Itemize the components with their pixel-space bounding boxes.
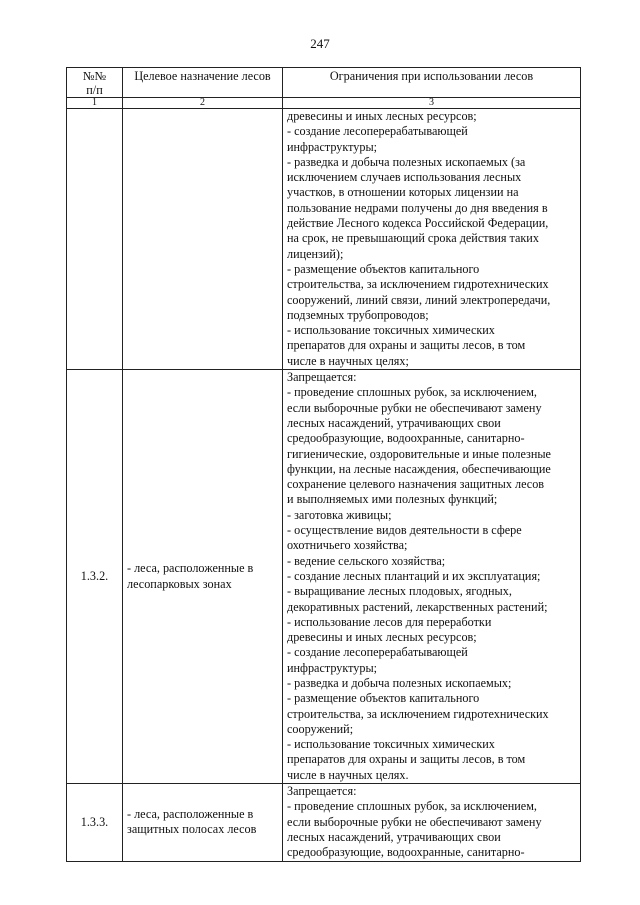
restriction-line: препаратов для охраны и защиты лесов, в том — [287, 338, 526, 353]
restriction-line: - использование лесов для переработки — [287, 614, 492, 629]
restriction-line: древесины и иных лесных ресурсов; — [287, 109, 477, 123]
header-purpose-text: Целевое назначение лесов — [134, 69, 271, 83]
restriction-line: инфраструктуры; — [287, 660, 378, 675]
restriction-line: - проведение сплошных рубок, за исключением, — [287, 799, 537, 814]
restriction-line: если выборочные рубки не обеспечивают замену — [287, 814, 542, 829]
restriction-line: Запрещается: — [287, 370, 357, 385]
header-restrictions-text: Ограничения при использовании лесов — [329, 69, 534, 83]
row-restrictions — [283, 109, 581, 370]
restriction-line: исключением случаев использования лесных — [287, 170, 522, 185]
restriction-line: если выборочные рубки не обеспечивают замену — [287, 400, 542, 415]
column-number-3: 3 — [283, 98, 581, 109]
restriction-line: действие Лесного кодекса Российской Федерации, — [287, 216, 549, 231]
restriction-line: лицензий); — [287, 246, 344, 261]
row-purpose: - леса, расположенные в лесопарковых зонах — [123, 370, 283, 784]
restriction-line: инфраструктуры; — [287, 139, 378, 154]
restriction-line: строительства, за исключением гидротехнических — [287, 277, 549, 292]
restriction-line: декоративных растений, лекарственных растений; — [287, 599, 548, 614]
restriction-line: и выполняемых ими полезных функций; — [287, 492, 498, 507]
restriction-line: - создание лесных плантаций и их эксплуатация; — [287, 568, 541, 583]
row-number — [67, 109, 123, 370]
table-row — [67, 784, 581, 861]
table-row — [67, 370, 581, 784]
restriction-line: на срок, не превышающий срока действия таких — [287, 231, 539, 246]
page-number: 247 — [310, 36, 330, 51]
restriction-line: - осуществление видов деятельности в сфере — [287, 523, 522, 538]
row-purpose: - леса, расположенные в защитных полосах лесов — [123, 784, 283, 861]
restriction-line: - заготовка живицы; — [287, 507, 392, 522]
row-number: 1.3.2. — [67, 370, 123, 784]
restriction-line: лесных насаждений, утрачивающих свои — [287, 415, 501, 430]
restriction-line: пользование недрами получены до дня введения в — [287, 200, 548, 215]
restriction-line: - создание лесоперерабатывающей — [287, 645, 468, 660]
restriction-line: препаратов для охраны и защиты лесов, в том — [287, 752, 526, 767]
restriction-line: функции, на лесные насаждения, обеспечивающие — [287, 461, 551, 476]
restriction-line: средообразующие, водоохранные, санитарно- — [287, 431, 525, 446]
restriction-line: сооружений, линий связи, линий электропередачи, — [287, 292, 551, 307]
header-number — [67, 68, 123, 98]
restriction-line: - разведка и добыча полезных ископаемых; — [287, 675, 512, 690]
restriction-line: - создание лесоперерабатывающей — [287, 124, 468, 139]
restriction-line: сохранение целевого назначения защитных лесов — [287, 477, 545, 492]
restriction-line: участков, в отношении которых лицензии на — [287, 185, 519, 200]
row-number: 1.3.3. — [67, 784, 123, 861]
header-restrictions — [283, 68, 581, 98]
column-numbers-row — [67, 98, 581, 109]
row-purpose — [123, 109, 283, 370]
restriction-line: охотничьего хозяйства; — [287, 538, 408, 553]
restriction-line: - использование токсичных химических — [287, 323, 495, 338]
restriction-line: древесины и иных лесных ресурсов; — [287, 630, 477, 645]
restriction-line: сооружений; — [287, 721, 354, 736]
restriction-line: - проведение сплошных рубок, за исключением, — [287, 385, 537, 400]
restriction-line: Запрещается: — [287, 784, 357, 799]
restriction-line: гигиенические, оздоровительные и иные полезные — [287, 446, 551, 461]
restriction-line: - размещение объектов капитального — [287, 691, 480, 706]
restriction-line: - выращивание лесных плодовых, ягодных, — [287, 584, 512, 599]
restriction-line: подземных трубопроводов; — [287, 307, 429, 322]
header-purpose — [123, 68, 283, 98]
row-restrictions — [283, 784, 581, 861]
forest-restrictions-table — [66, 67, 581, 862]
restriction-line: числе в научных целях; — [287, 353, 409, 368]
restriction-line: - разведка и добыча полезных ископаемых (за — [287, 154, 526, 169]
restriction-line: средообразующие, водоохранные, санитарно- — [287, 845, 525, 860]
table-header-row — [67, 68, 581, 98]
restriction-line: - ведение сельского хозяйства; — [287, 553, 446, 568]
row-restrictions — [283, 370, 581, 784]
column-number-1: 1 — [67, 98, 123, 109]
table-body — [67, 109, 581, 862]
restriction-line: строительства, за исключением гидротехнических — [287, 706, 549, 721]
header-number-text: №№ п/п — [82, 68, 107, 97]
restriction-line: - размещение объектов капитального — [287, 261, 480, 276]
column-number-2: 2 — [123, 98, 283, 109]
restriction-line: лесных насаждений, утрачивающих свои — [287, 829, 501, 844]
restriction-line: числе в научных целях. — [287, 767, 409, 782]
table-row — [67, 109, 581, 370]
restriction-line: - использование токсичных химических — [287, 737, 495, 752]
